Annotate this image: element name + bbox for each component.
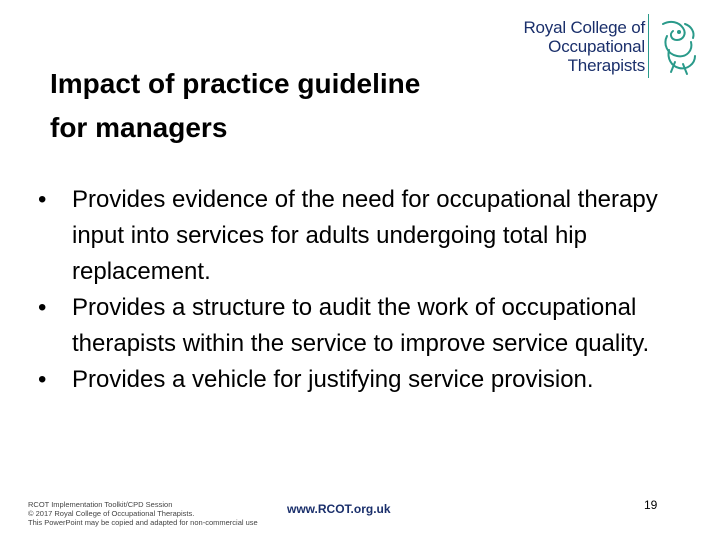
bullet-text: Provides a structure to audit the work of occupational therapists within the service to improve service quality. (72, 294, 650, 357)
footer-line-3: This PowerPoint may be copied and adapted for non-commercial use (28, 518, 258, 527)
bullet-marker: • (38, 366, 47, 393)
bullet-text: Provides evidence of the need for occupational therapy input into services for adults undergoing total hip replacement. (72, 186, 658, 285)
logo-line-1: Royal College of (523, 18, 645, 37)
bullet-list (38, 182, 678, 398)
logo-wordmark (523, 18, 645, 75)
logo-line-3: Therapists (567, 56, 645, 75)
bullet-marker: • (38, 186, 47, 213)
footer-line-1: RCOT Implementation Toolkit/CPD Session (28, 500, 173, 509)
bullet-text: Provides a vehicle for justifying service provision. (72, 366, 594, 393)
rcot-logo (520, 12, 715, 80)
page-number: 19 (644, 498, 658, 512)
bullet-item (38, 290, 678, 362)
slide-title-line-1: Impact of practice guideline (50, 68, 421, 99)
rcot-crest-icon (648, 14, 707, 78)
logo-line-2: Occupational (548, 37, 645, 56)
footer-copyright (28, 500, 258, 527)
footer-url-link[interactable]: www.RCOT.org.uk (287, 502, 391, 516)
bullet-item (38, 182, 678, 290)
slide-title-line-2: for managers (50, 112, 228, 143)
bullet-marker: • (38, 294, 47, 321)
footer-line-2: © 2017 Royal College of Occupational Therapists. (28, 509, 195, 518)
slide-title (50, 62, 520, 150)
bullet-item (38, 362, 678, 398)
